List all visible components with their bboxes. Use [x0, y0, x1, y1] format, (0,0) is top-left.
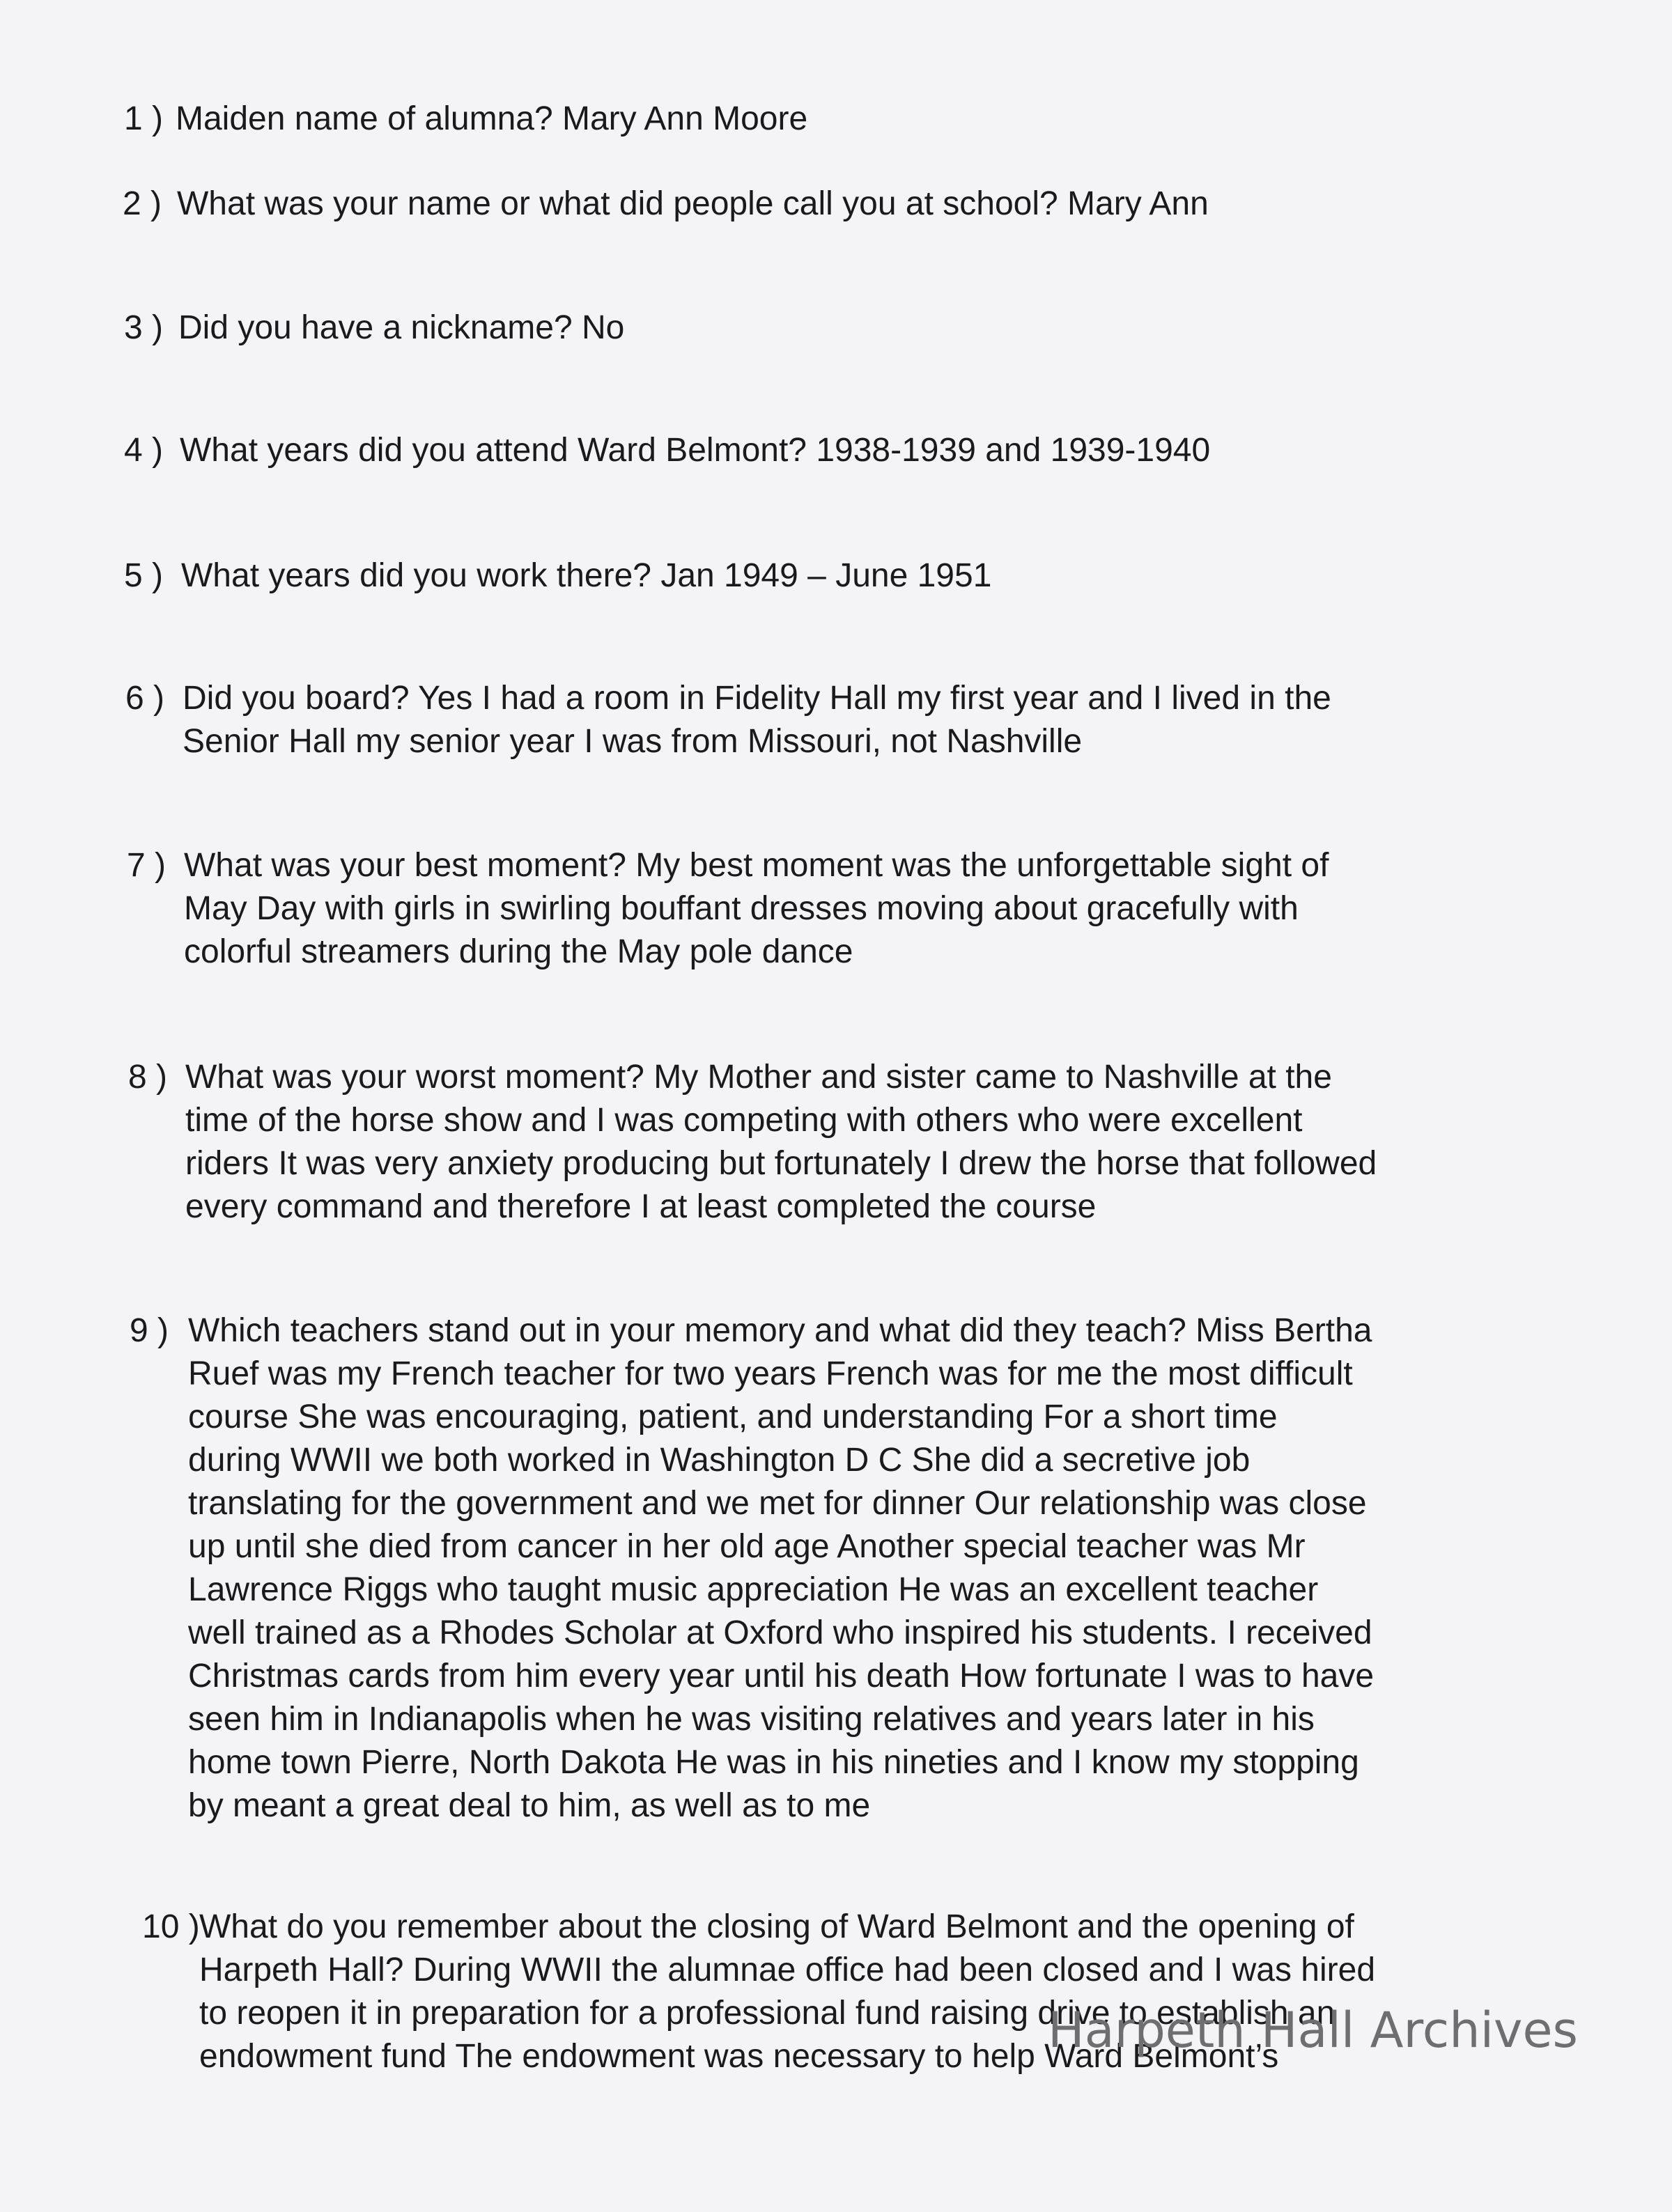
question-text: seen him in Indianapolis when he was visiting relatives and years later in his: [188, 1701, 1315, 1738]
question-text: Which teachers stand out in your memory and what did they teach? Miss Bertha: [188, 1312, 1372, 1349]
question-9: [130, 1309, 1374, 1828]
question-text: What was your best moment? My best moment was the unforgettable sight of: [184, 847, 1329, 884]
question-4: [124, 429, 1210, 472]
question-text: Lawrence Riggs who taught music appreciation He was an excellent teacher: [188, 1571, 1319, 1608]
question-text: What do you remember about the closing of Ward Belmont and the opening of: [199, 1908, 1354, 1945]
question-2: [123, 182, 1209, 226]
question-text: What was your worst moment? My Mother and sister came to Nashville at the: [185, 1059, 1332, 1096]
question-number: 9 ): [130, 1312, 169, 1349]
question-number: 7 ): [127, 847, 167, 884]
question-number: 3 ): [124, 309, 164, 346]
question-text: Ruef was my French teacher for two years French was for me the most difficult: [188, 1355, 1353, 1392]
question-text: every command and therefore I at least completed the course: [185, 1188, 1097, 1225]
question-number: 1 ): [124, 100, 164, 137]
question-text: time of the horse show and I was competing with others who were excellent: [185, 1102, 1303, 1139]
question-text: Senior Hall my senior year I was from Missouri, not Nashville: [183, 723, 1083, 760]
question-3: [124, 306, 624, 350]
question-7: [127, 844, 1329, 974]
question-text: course She was encouraging, patient, and understanding For a short time: [188, 1399, 1278, 1435]
question-text: up until she died from cancer in her old age Another special teacher was Mr: [188, 1528, 1306, 1565]
archive-watermark: Harpeth Hall Archives: [1048, 2002, 1578, 2059]
question-number: 10 ): [142, 1908, 200, 1945]
question-5: [124, 554, 991, 598]
question-number: 5 ): [124, 557, 164, 594]
question-text: well trained as a Rhodes Scholar at Oxford who inspired his students. I received: [188, 1614, 1372, 1651]
question-text: endowment fund The endowment was necessary to help Ward Belmont’s: [199, 2038, 1279, 2075]
question-text: riders It was very anxiety producing but fortunately I drew the horse that followed: [185, 1145, 1377, 1182]
question-text: Harpeth Hall? During WWII the alumnae office had been closed and I was hired: [199, 1952, 1376, 1988]
question-text: Christmas cards from him every year until his death How fortunate I was to have: [188, 1658, 1375, 1695]
question-text: What years did you work there? Jan 1949 – June 1951: [181, 557, 992, 594]
question-number: 4 ): [124, 432, 164, 469]
question-number: 8 ): [128, 1059, 168, 1096]
question-number: 6 ): [125, 680, 165, 717]
question-text: Did you board? Yes I had a room in Fidelity Hall my first year and I lived in the: [183, 680, 1331, 717]
question-text: What years did you attend Ward Belmont? 1938-1939 and 1939-1940: [180, 432, 1211, 469]
question-number: 2 ): [123, 185, 162, 222]
question-6: [125, 677, 1331, 763]
question-8: [128, 1056, 1377, 1229]
question-text: by meant a great deal to him, as well as to me: [188, 1787, 871, 1824]
question-text: colorful streamers during the May pole dance: [184, 933, 853, 970]
question-text: What was your name or what did people call you at school? Mary Ann: [177, 185, 1209, 222]
question-text: Maiden name of alumna? Mary Ann Moore: [176, 100, 808, 137]
question-text: translating for the government and we met for dinner Our relationship was close: [188, 1485, 1367, 1522]
question-text: during WWII we both worked in Washington D C She did a secretive job: [188, 1442, 1251, 1479]
question-text: Did you have a nickname? No: [178, 309, 625, 346]
question-1: [124, 98, 807, 141]
question-text: home town Pierre, North Dakota He was in his nineties and I know my stopping: [188, 1744, 1359, 1781]
question-text: May Day with girls in swirling bouffant dresses moving about gracefully with: [184, 890, 1299, 927]
question-text: to reopen it in preparation for a professional fund raising drive to establish an: [199, 1995, 1336, 2032]
